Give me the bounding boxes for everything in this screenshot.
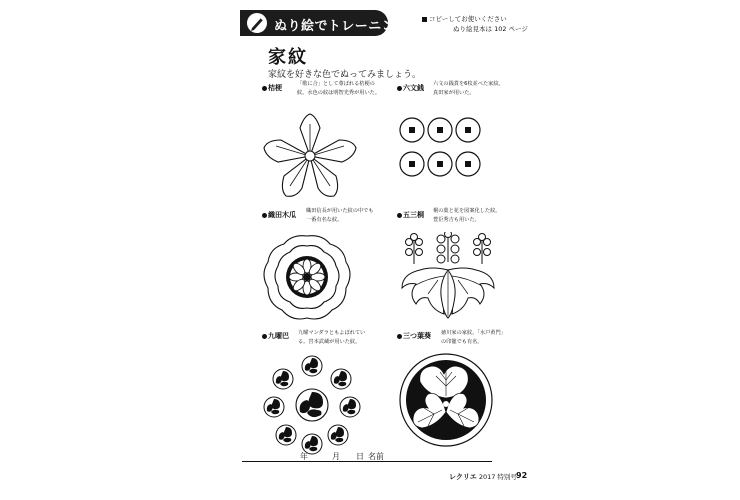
item-heading xyxy=(397,210,424,220)
bullet-icon xyxy=(397,213,402,218)
item-description: 桐の葉と花を図案化した紋。 豊臣秀吉も用いた。 xyxy=(433,208,501,223)
bullet-icon xyxy=(262,86,267,91)
item-name: 五三桐 xyxy=(403,211,424,219)
day-label: 日 xyxy=(356,452,364,461)
page-subtitle: 家紋を好きな色でぬってみましょう。 xyxy=(268,70,422,80)
item-heading xyxy=(262,331,289,341)
bullet-icon xyxy=(397,86,402,91)
item-description: 六文の銭貨を6枚並べた家紋。 真田家が用いた。 xyxy=(433,81,504,96)
copy-note xyxy=(422,14,507,23)
page-number: 92 xyxy=(516,471,528,480)
publication-name: レクリエ xyxy=(449,473,477,481)
item-heading xyxy=(397,331,431,341)
oda-mokko-crest-icon xyxy=(260,230,354,324)
bullet-icon xyxy=(397,334,402,339)
sample-page-note: ぬり絵見本は 102 ページ xyxy=(453,25,528,33)
kikyo-crest-icon xyxy=(260,110,360,202)
banner-title: ぬり絵でトレーニング xyxy=(274,19,409,34)
kuyo-tomoe-crest-icon xyxy=(260,352,364,456)
item-description: 九曜マンダラともよばれてい る。宮本武蔵が用いた紋。 xyxy=(298,330,366,345)
pencil-icon xyxy=(246,12,268,34)
item-heading xyxy=(262,83,282,93)
year-label: 年 xyxy=(300,452,308,461)
item-description: 「歌に合」として尊ばれる桔梗の 紋。水色の紋は明智光秀が用いた。 xyxy=(297,81,381,96)
gosan-kiri-crest-icon xyxy=(398,232,498,320)
header-banner xyxy=(240,10,409,36)
rokumonsen-crest-icon xyxy=(398,114,498,184)
signature-line xyxy=(242,461,492,462)
bullet-icon xyxy=(262,213,267,218)
item-heading xyxy=(397,83,424,93)
item-name: 桔梗 xyxy=(268,84,282,92)
item-name: 九曜巴 xyxy=(268,332,289,340)
item-description: 織田信長が用いた紋の中でも 一番有名な紋。 xyxy=(306,208,374,223)
item-name: 三つ葉葵 xyxy=(403,332,431,340)
page-title: 家紋 xyxy=(268,47,308,68)
mitsuba-aoi-crest-icon xyxy=(398,352,494,448)
month-label: 月 xyxy=(332,452,340,461)
worksheet-page xyxy=(240,10,530,490)
square-bullet-icon xyxy=(422,17,427,22)
item-description: 徳川家の家紋。「水戸黄門」 の印籠でも有名。 xyxy=(441,330,506,345)
copy-note-text: コピーしてお使いください xyxy=(429,15,507,23)
item-heading xyxy=(262,210,296,220)
issue-label: 2017 特別号 xyxy=(478,473,517,481)
name-label: 名前 xyxy=(368,452,384,461)
item-name: 織田木瓜 xyxy=(268,211,296,219)
item-name: 六文銭 xyxy=(403,84,424,92)
bullet-icon xyxy=(262,334,267,339)
publication-credit xyxy=(449,472,517,482)
